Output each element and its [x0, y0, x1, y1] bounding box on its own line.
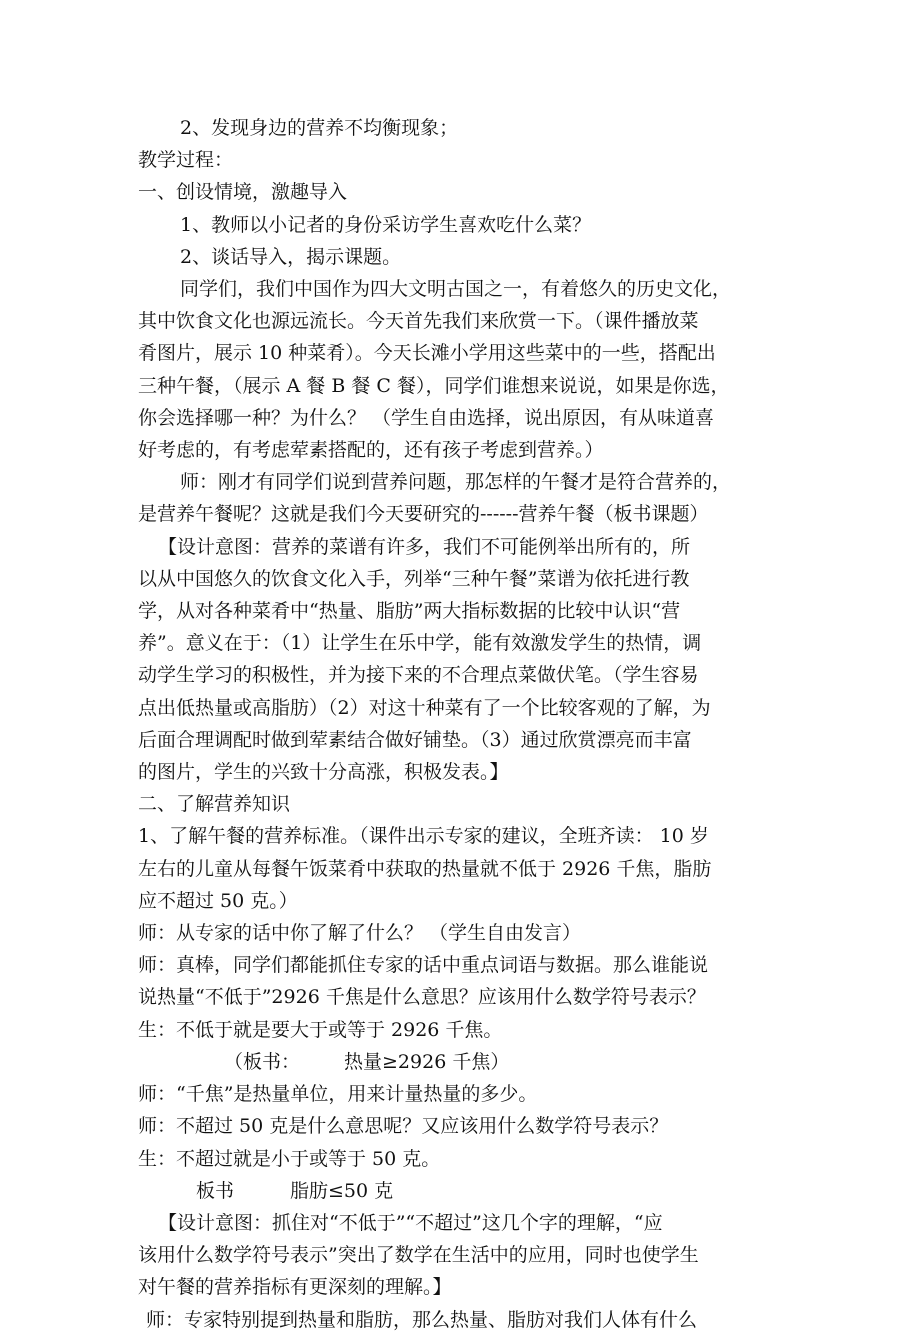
board-writing-fat [138, 1175, 798, 1207]
step-1-1: 1、教师以小记者的身份采访学生喜欢吃什么菜？ [180, 213, 592, 236]
design-intent-line: 【设计意图：抓住对“不低于”“不超过”这几个字的理解，“应 [158, 1211, 663, 1234]
paragraph-line: 左右的儿童从每餐午饭菜肴中获取的热量就不低于 2926 千焦，脂肪 [138, 857, 712, 880]
design-intent-line: 学，从对各种菜肴中“热量、脂肪”两大指标数据的比较中认识“营 [138, 600, 681, 623]
dialogue-line: 师：从专家的话中你了解了什么？ （学生自由发言） [138, 922, 582, 945]
design-intent-line: 对午餐的营养指标有更深刻的理解。】 [138, 1276, 452, 1299]
design-intent-line: 点出低热量或高脂肪）（2）对这十种菜有了一个比较客观的了解，为 [138, 696, 711, 719]
section-heading-1: 一、创设情境，激趣导入 [138, 181, 348, 204]
board-writing-heat [138, 1046, 798, 1078]
paragraph-line: 同学们，我们中国作为四大文明古国之一，有着悠久的历史文化， [180, 278, 732, 301]
paragraph-line: 其中饮食文化也源远流长。今天首先我们来欣赏一下。（课件播放菜 [138, 310, 699, 333]
dialogue-line: 师：真棒，同学们都能抓住专家的话中重点词语与数据。那么谁能说 [138, 954, 709, 977]
objective-item-2: 2、发现身边的营养不均衡现象； [180, 117, 459, 139]
design-intent-line: 的图片，学生的兴致十分高涨，积极发表。】 [138, 761, 509, 784]
design-intent-line: 该用什么数学符号表示”突出了数学在生活中的应用，同时也使学生 [138, 1244, 699, 1267]
design-intent-line: 【设计意图：营养的菜谱有许多，我们不可能例举出所有的，所 [158, 535, 691, 558]
dialogue-line: 生：不超过就是小于或等于 50 克。 [138, 1147, 441, 1170]
paragraph-line: 你会选择哪一种？为什么？ （学生自由选择，说出原因，有从味道喜 [138, 406, 715, 429]
design-intent-line: 养”。意义在于：（1）让学生在乐中学，能有效激发学生的热情，调 [138, 632, 702, 655]
design-intent-line: 动学生学习的积极性，并为接下来的不合理点菜做伏笔。（学生容易 [138, 664, 699, 687]
section-heading-2: 二、了解营养知识 [138, 793, 291, 816]
paragraph-line: 肴图片，展示 10 种菜肴）。今天长滩小学用这些菜中的一些，搭配出 [138, 342, 716, 365]
paragraph-line: 三种午餐，（展示 A 餐 B 餐 C 餐），同学们谁想来说说，如果是你选， [138, 374, 730, 397]
board-label: （板书： [224, 1050, 301, 1073]
section-heading-process: 教学过程： [138, 149, 234, 172]
board-label: 板书 [196, 1179, 235, 1202]
document-body [138, 112, 798, 1336]
design-intent-line: 以从中国悠久的饮食文化入手，列举“三种午餐”菜谱为依托进行教 [138, 567, 690, 590]
dialogue-line: 师：专家特别提到热量和脂肪，那么热量、脂肪对我们人体有什么 [146, 1308, 698, 1331]
board-formula-heat: 热量≥2926 千焦） [344, 1050, 510, 1073]
dialogue-line: 师：不超过 50 克是什么意思呢？又应该用什么数学符号表示？ [138, 1115, 669, 1138]
paragraph-line: 应不超过 50 克。） [138, 889, 298, 912]
paragraph-line: 好考虑的，有考虑荤素搭配的，还有孩子考虑到营养。） [138, 439, 604, 462]
dialogue-line: 生：不低于就是要大于或等于 2926 千焦。 [138, 1018, 503, 1041]
paragraph-line: 师：刚才有同学们说到营养问题，那怎样的午餐才是符合营养的， [180, 471, 732, 494]
paragraph-line: 是营养午餐呢？这就是我们今天要研究的------营养午餐（板书课题） [138, 503, 709, 526]
paragraph-line: 1、了解午餐的营养标准。（课件出示专家的建议，全班齐读： 10 岁 [138, 825, 709, 848]
design-intent-line: 后面合理调配时做到荤素结合做好铺垫。（3）通过欣赏漂亮而丰富 [138, 728, 692, 751]
step-1-2: 2、谈话导入，揭示课题。 [180, 245, 402, 268]
board-formula-fat: 脂肪≤50 克 [290, 1179, 394, 1202]
dialogue-line: 师：“千焦”是热量单位，用来计量热量的多少。 [138, 1083, 538, 1106]
dialogue-line: 说热量“不低于”2926 千焦是什么意思？应该用什么数学符号表示？ [138, 986, 706, 1009]
